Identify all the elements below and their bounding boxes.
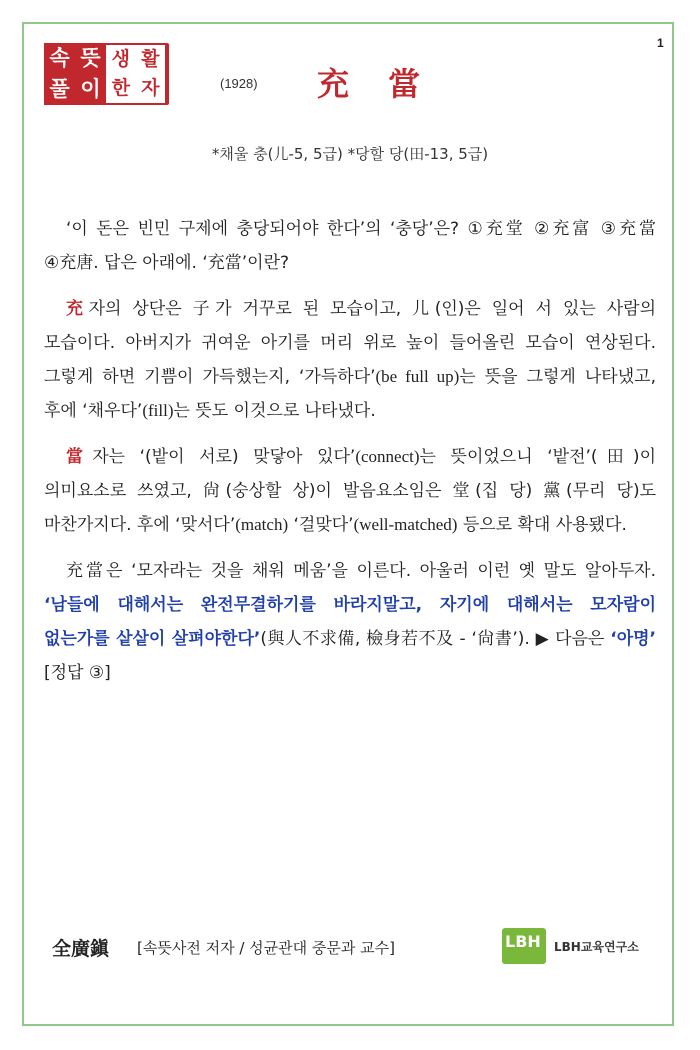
- logo-char: 활: [141, 48, 160, 70]
- paragraph-intro: ‘이 돈은 빈민 구제에 충당되어야 한다’의 ‘충당’은? ①充堂 ②充富 ③充當 ④充唐. 답은 아래에. ‘充當’이란?: [44, 219, 656, 273]
- article-body: [44, 212, 656, 702]
- logo-char: 이: [80, 77, 101, 101]
- english-gloss: (fill): [142, 401, 174, 420]
- text-run: 는 뜻도 이것으로 나타냈다.: [173, 401, 376, 421]
- author-name: 全廣鎭: [52, 938, 110, 960]
- character-readings: *채울 충(儿-5, 5급) *당할 당(田-13, 5급): [211, 145, 489, 163]
- org-logo-text: LBH: [505, 932, 541, 951]
- logo-char: 뜻: [80, 46, 101, 70]
- page-title: 充 當: [317, 65, 435, 103]
- paragraph-summary: [44, 554, 656, 690]
- footer: [52, 928, 652, 968]
- english-gloss: (be full up): [375, 367, 460, 386]
- paragraph-char-2: [44, 440, 656, 542]
- paragraph-char-1: [44, 292, 656, 428]
- logo-char: 한: [111, 77, 130, 99]
- page-number: 1: [657, 36, 664, 50]
- proverb-quote: ‘남들에 대해서는 완전무결하기를 바라지말고, 자기에 대해서는 모자람이 없는가를 샅샅이 살펴야한다’: [44, 595, 656, 649]
- english-gloss: (well-matched): [353, 515, 458, 534]
- issue-number: (1928): [220, 76, 258, 91]
- org-logo-icon: [502, 928, 546, 964]
- logo-char: 자: [141, 77, 160, 99]
- text-run: 는 뜻을 그렇게 나타냈고, 후에 ‘채우다’: [44, 367, 656, 421]
- logo-char: 풀: [49, 77, 70, 101]
- text-run: 는 뜻이었으니 ‘밭전’(田)이 의미요소로 쓰였고, 尙(숭상할 상)이 발음요소임은 堂(집 당) 黨(무리 당)도 마찬가지다. 후에 ‘맞서다’: [44, 447, 656, 535]
- english-gloss: (connect): [355, 447, 420, 466]
- org-name: LBH교육연구소: [554, 940, 639, 954]
- next-topic: ‘아명’: [610, 629, 656, 649]
- highlight-char: 當: [66, 447, 93, 467]
- highlight-char: 充: [66, 299, 89, 319]
- logo-char: 속: [49, 46, 70, 70]
- series-logo: [44, 43, 169, 105]
- text-run: 자의 상단은 子가 거꾸로 된 모습이고, 儿(인)은 일어 서 있는 사람의 모습이다. 아버지가 귀여운 아기를 머리 위로 높이 들어올린 모습이 연상된다. 그렇게 하면 기쁨이 가득했는지, ‘가득하다’: [44, 299, 657, 387]
- text-run: 充當은 ‘모자라는 것을 채워 메움’을 이른다. 아울러 이런 옛 말도 알아두자.: [66, 561, 656, 581]
- logo-left-block: [44, 43, 106, 105]
- logo-right-block: [106, 45, 165, 103]
- text-run: ‘걸맞다’: [288, 515, 354, 535]
- author-description: [속뜻사전 저자 / 성균관대 중문과 교수]: [137, 939, 395, 957]
- answer-text: [정답 ③]: [44, 663, 111, 683]
- logo-char: 생: [111, 48, 130, 70]
- text-run: 자는 ‘(밭이 서로) 맞닿아 있다’: [92, 447, 356, 467]
- text-run: 등으로 확대 사용됐다.: [457, 515, 627, 535]
- text-run: (與人不求備, 檢身若不及 - ‘尙書’). ▶ 다음은: [260, 629, 611, 649]
- english-gloss: (match): [235, 515, 289, 534]
